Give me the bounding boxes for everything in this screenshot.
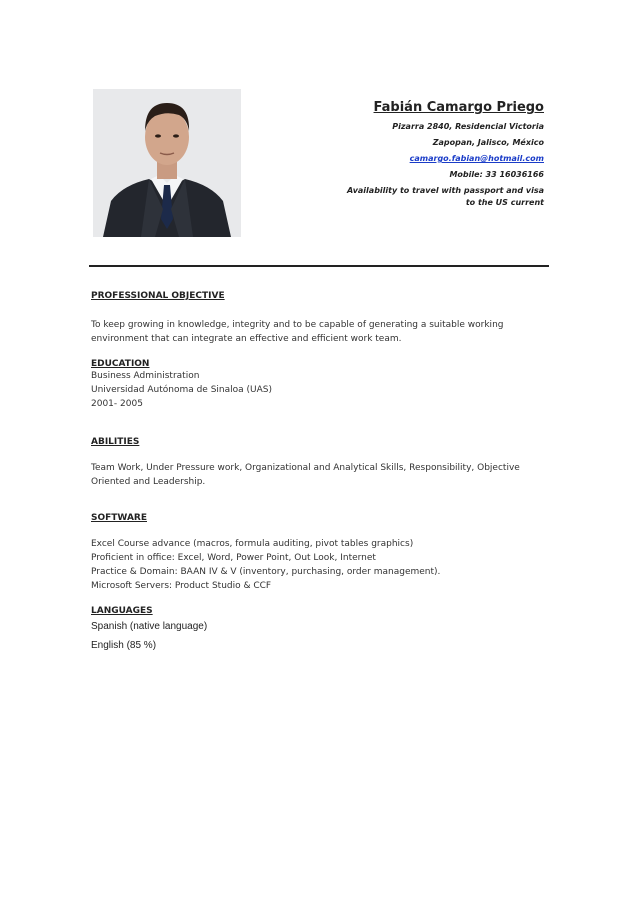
education-title: EDUCATION: [91, 359, 150, 369]
abilities-line: Oriented and Leadership.: [91, 477, 206, 487]
abilities-title: ABILITIES: [91, 437, 140, 447]
software-line: Microsoft Servers: Product Studio & CCF: [91, 581, 272, 591]
software-line: Proficient in office: Excel, Word, Power Point, Out Look, Internet: [91, 553, 376, 563]
software-line: Practice & Domain: BAAN IV & V (inventory, purchasing, order management).: [91, 567, 441, 577]
contact-header: [330, 96, 544, 209]
availability-line-2: to the US current: [465, 198, 544, 207]
header-divider: [89, 265, 549, 267]
resume-body: [91, 291, 551, 654]
mobile-number: Mobile: 33 16036166: [449, 170, 544, 179]
language-item: English (85 %): [91, 640, 157, 651]
objective-line: environment that can integrate an effective and efficient work team.: [91, 334, 402, 344]
address-line-2: Zapopan, Jalisco, México: [432, 138, 544, 147]
abilities-line: Team Work, Under Pressure work, Organizational and Analytical Skills, Responsibility, Objective: [91, 463, 520, 473]
software-line: Excel Course advance (macros, formula auditing, pivot tables graphics): [91, 539, 414, 549]
address-line-1: Pizarra 2840, Residencial Victoria: [392, 122, 544, 131]
portrait-image: [93, 89, 241, 237]
availability-line-1: Availability to travel with passport and visa: [346, 186, 544, 195]
software-title: SOFTWARE: [91, 513, 147, 523]
education-line: Business Administration: [91, 371, 200, 381]
candidate-name: Fabián Camargo Priego: [373, 100, 544, 115]
objective-title: PROFESSIONAL OBJECTIVE: [91, 291, 225, 301]
objective-line: To keep growing in knowledge, integrity and to be capable of generating a suitable working: [91, 320, 504, 330]
education-line: Universidad Autónoma de Sinaloa (UAS): [91, 385, 273, 395]
languages-title: LANGUAGES: [91, 606, 153, 616]
education-line: 2001- 2005: [91, 399, 143, 409]
profile-photo: [93, 89, 241, 237]
email-link[interactable]: camargo.fabian@hotmail.com: [409, 154, 544, 163]
language-item: Spanish (native language): [91, 621, 208, 632]
